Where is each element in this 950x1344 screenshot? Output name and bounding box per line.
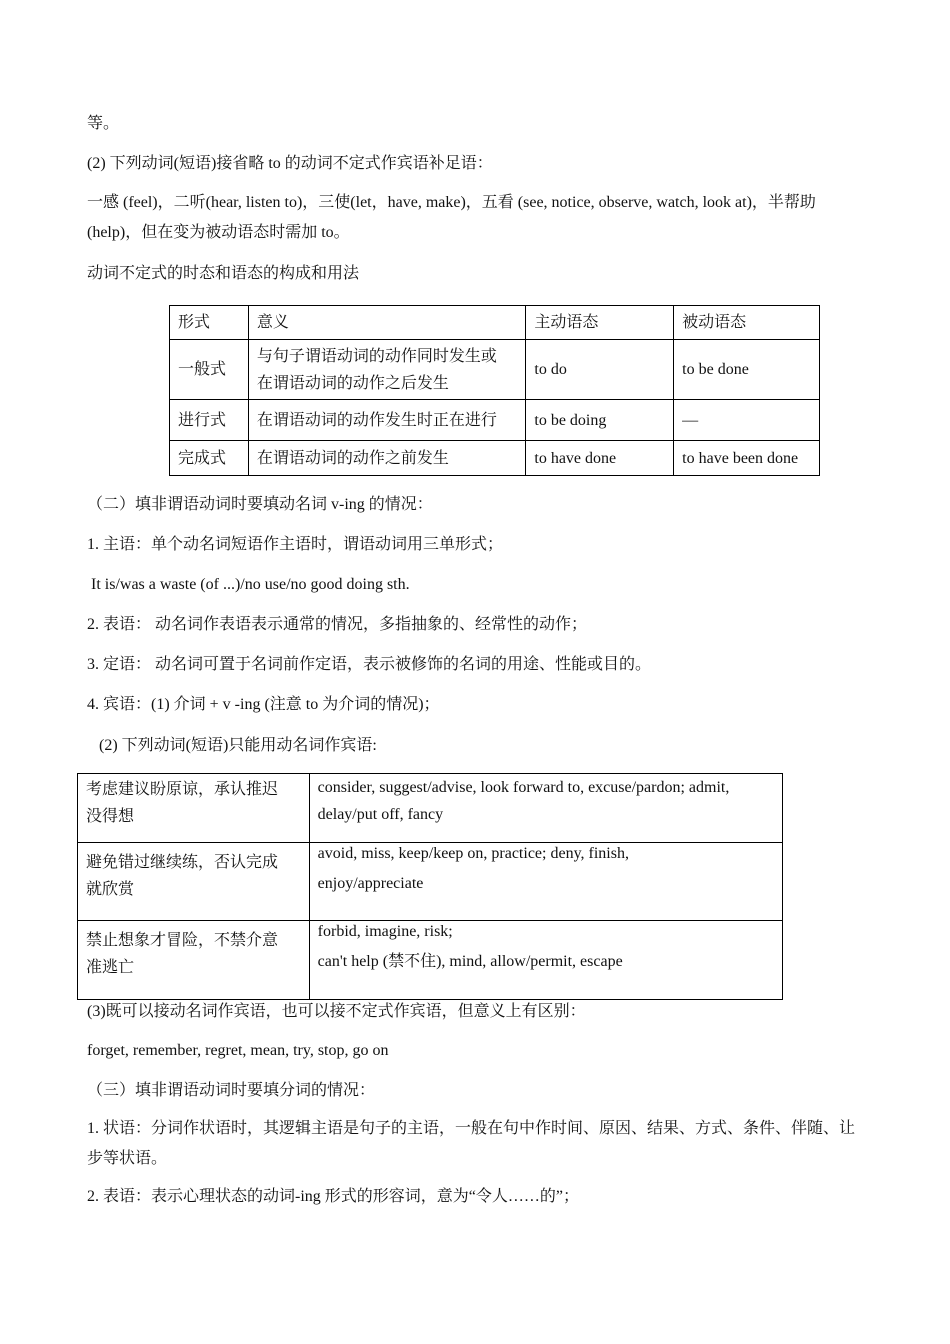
- infinitive-forms-table: [169, 305, 820, 476]
- cell-passive: to be done: [674, 340, 820, 400]
- section-heading-participle: （三）填非谓语动词时要填分词的情况：: [87, 1082, 376, 1099]
- text-line-attributive: 3. 定语： 动名词可置于名词前作定语，表示被修饰的名词的用途、性能或目的。: [87, 656, 652, 673]
- table-row: [170, 441, 820, 476]
- table-row: [78, 774, 783, 843]
- text-paragraph-verbs-list: 一感 (feel)，二听(hear, listen to)，三使(let，have, make)，五看 (see, notice, observe, watch, look at)，半帮助(help)，但在变为被动语态时需加 to。: [87, 194, 816, 241]
- cell-mnemonic-line: 避免错过继续练，否认完成: [86, 854, 279, 871]
- cell-verbs-line: enjoy/appreciate: [317, 875, 424, 892]
- cell-verbs-line: avoid, miss, keep/keep on, practice; deny, finish,: [317, 845, 629, 862]
- cell-meaning-line: 在谓语动词的动作之后发生: [256, 374, 449, 392]
- cell-passive: —: [674, 400, 820, 441]
- gerund-verbs-table: [77, 773, 783, 1000]
- text-line-example: It is/was a waste (of ...)/no use/no good doing sth.: [91, 576, 410, 593]
- text-line-both-forms: (3)既可以接动名词作宾语，也可以接不定式作宾语，但意义上有区别：: [87, 1003, 586, 1020]
- cell-mnemonic: [78, 921, 310, 1000]
- cell-verbs-line: can't help (禁不住), mind, allow/permit, escape: [317, 953, 623, 970]
- text-line-table1-caption: 动词不定式的时态和语态的构成和用法: [87, 265, 360, 282]
- text-line-infinitive-omit-to: (2) 下列动词(短语)接省略 to 的动词不定式作宾语补足语：: [87, 155, 493, 172]
- cell-meaning: 在谓语动词的动作之前发生: [248, 441, 525, 476]
- table-row: [78, 843, 783, 921]
- table-row: [170, 340, 820, 400]
- text-line-both-forms-verbs: forget, remember, regret, mean, try, stop, go on: [87, 1042, 389, 1059]
- text-line-object: 4. 宾语：(1) 介词 + v -ing (注意 to 为介词的情况)；: [87, 696, 440, 713]
- cell-verbs-line: forbid, imagine, risk;: [317, 923, 453, 940]
- header-cell-form: 形式: [170, 306, 249, 340]
- cell-verbs: [309, 774, 782, 843]
- cell-active: to have done: [526, 441, 674, 476]
- text-line-predicative: 2. 表语： 动名词作表语表示通常的情况，多指抽象的、经常性的动作；: [87, 616, 588, 633]
- cell-mnemonic-line: 禁止想象才冒险，不禁介意: [86, 932, 279, 949]
- text-line-gerund-only: (2) 下列动词(短语)只能用动名词作宾语:: [99, 737, 377, 754]
- cell-mnemonic-line: 没得想: [86, 808, 135, 825]
- cell-meaning: 在谓语动词的动作发生时正在进行: [248, 400, 525, 441]
- cell-mnemonic: [78, 774, 310, 843]
- table-row: [170, 400, 820, 441]
- header-cell-active: 主动语态: [526, 306, 674, 340]
- cell-mnemonic-line: 准逃亡: [86, 959, 135, 976]
- cell-form: 完成式: [170, 441, 249, 476]
- header-cell-meaning: 意义: [248, 306, 525, 340]
- cell-mnemonic-line: 考虑建议盼原谅，承认推迟: [86, 781, 279, 798]
- header-cell-passive: 被动语态: [674, 306, 820, 340]
- cell-meaning: [248, 340, 525, 400]
- section-heading-gerund: （二）填非谓语动词时要填动名词 v-ing 的情况：: [87, 496, 433, 513]
- cell-form: 进行式: [170, 400, 249, 441]
- cell-mnemonic-line: 就欣赏: [86, 881, 135, 898]
- cell-mnemonic: [78, 843, 310, 921]
- cell-active: to be doing: [526, 400, 674, 441]
- cell-verbs: [309, 921, 782, 1000]
- cell-meaning-line: 与句子谓语动词的动作同时发生或: [256, 347, 497, 365]
- cell-form: 一般式: [170, 340, 249, 400]
- cell-verbs: [309, 843, 782, 921]
- text-line-predicative-participle: 2. 表语：表示心理状态的动词-ing 形式的形容词，意为“令人……的”；: [87, 1188, 579, 1205]
- text-line-continuation: 等。: [87, 115, 120, 132]
- text-line-subject: 1. 主语：单个动名词短语作主语时，谓语动词用三单形式；: [87, 536, 504, 553]
- cell-passive: to have been done: [674, 441, 820, 476]
- cell-verbs-line: delay/put off, fancy: [317, 806, 444, 823]
- text-paragraph-adverbial: 1. 状语：分词作状语时，其逻辑主语是句子的主语，一般在句中作时间、原因、结果、方式、条件、伴随、让步等状语。: [87, 1120, 856, 1167]
- cell-active: to do: [526, 340, 674, 400]
- table-header-row: [170, 306, 820, 340]
- table-row: [78, 921, 783, 1000]
- cell-verbs-line: consider, suggest/advise, look forward to, excuse/pardon; admit,: [317, 779, 730, 796]
